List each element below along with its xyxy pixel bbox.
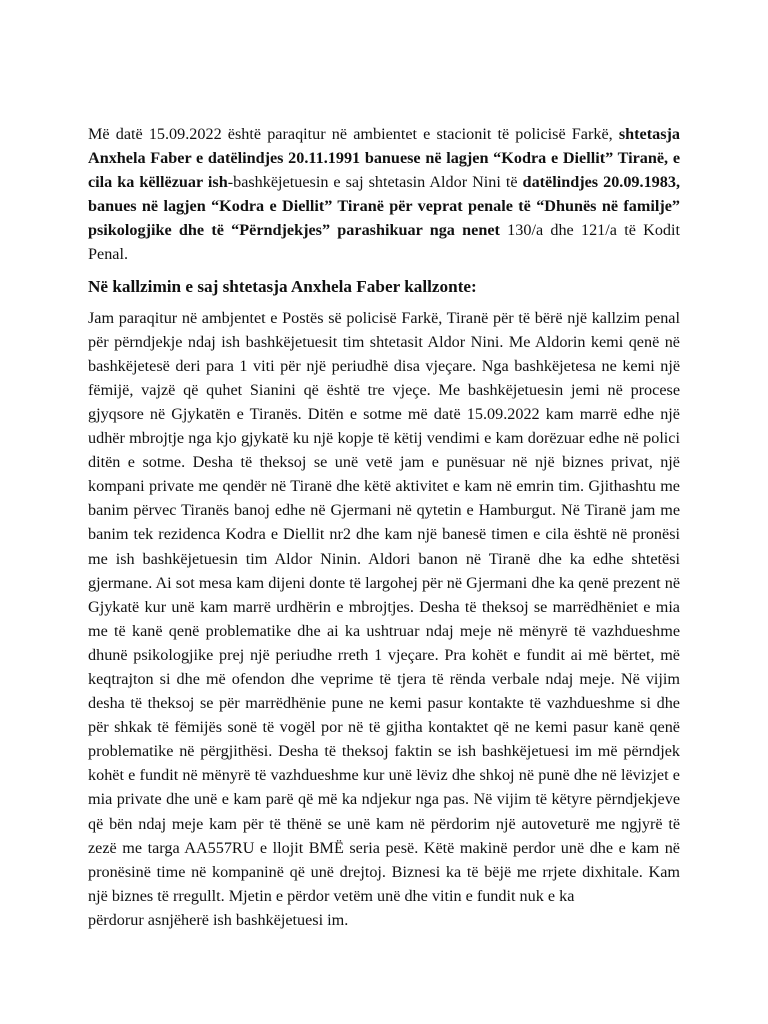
intro-text-1: Më datë 15.09.2022 është paraqitur në ambientet e stacionit të policisë Farkë,: [88, 125, 613, 143]
intro-bold-text-1: shtetasja Anxhela Faber e datëlindjes 20.11.1991 banuese në lagjen “Kodra e Diellit” Tiranë, e cila ka këllëzuar ish: [88, 125, 680, 192]
intro-text-3: 130/a dhe 121/a të Kodit Penal.: [88, 221, 680, 264]
intro-text-2: -bashkëjetuesin e saj shtetasin Aldor Nini të: [227, 173, 518, 192]
statement-continuation: përdorur asnjëherë ish bashkëjetuesi im.: [88, 910, 349, 929]
statement-text: Jam paraqitur në ambjentet e Postës së policisë Farkë, Tiranë për të bërë një kallzim penal për përndjekje ndaj ish bashkëjetuesit tim shtetasit Aldor Nini. Me Aldorin kemi qenë në bashkëjetesë deri para 1 viti për një periudhë disa vjeçare. Nga bashkëjetesa ne kemi një fëmijë, vajzë që quhet Sianini që është tre vjeçe. Me bashkëjetuesin jemi në procese gjyqsore në Gjykatën e Tiranës. Ditën e sotme më datë 15.09.2022 kam marrë edhe një udhër mbrojtje nga kjo gjykatë ku një kopje të këtij vendimi e kam dorëzuar edhe në polici ditën e sotme. Desha të theksoj se unë vetë jam e punësuar në një biznes privat, një kompani private me qendër në Tiranë dhe këtë aktivitet e kam në emrin tim. Gjithashtu me banim përvec Tiranës banoj edhe në Gjermani në qytetin e Hamburgut. Në Tiranë jam me banim tek rezidenca Kodra e Diellit nr2 dhe kam një banesë timen e cila është në pronësi me ish bashkëjetuesin tim Aldor Ninin. Aldori banon në Tiranë dhe ka edhe shtetësi gjermane. Ai sot mesa kam dijeni donte të largohej për në Gjermani dhe ka qenë prezent në Gjykatë kur unë kam marrë urdhërin e mbrojtjes. Desha të theksoj se marrëdhëniet e mia me të kanë qenë problematike dhe ai ka ushtruar ndaj meje në mënyrë të vazhdueshme dhunë psikologjike prej një periudhe rreth 1 vjeçare. Pra kohët e fundit ai më bërtet, më keqtrajton si dhe më ofendon dhe veprime të tjera të rënda verbale ndaj meje. Në vijim desha të theksoj se për marrëdhënie pune ne kemi pasur kontakte të vazhdueshme si dhe për shkak të fëmijës sonë të vogël por në të gjitha kontaktet që ne kemi pasur kanë qenë problematike në përgjithësi. Desha të theksoj faktin se ish bashkëjetuesi im më përndjek kohët e fundit në mënyrë të vazhdueshme kur unë lëviz dhe shkoj në punë dhe në lëvizjet e mia private dhe unë e kam parë që më ka ndjekur nga pas. Në vijim të këtyre përndjekjeve që bën ndaj meje kam për të thënë se unë kam në përdorim një autoveturë me ngjyrë të zezë me targa AA557RU e llojit BMË seria pesë. Këtë makinë perdor unë dhe e kam në pronësinë time në kompaninë që unë drejtoj. Biznesi ka të bëjë me rrjete dixhitale. Kam një biznes të rregullt. Mjetin e përdor vetëm unë dhe vitin e fundit nuk e ka: [88, 308, 680, 905]
document-body: [88, 122, 680, 938]
intro-paragraph: [88, 122, 680, 267]
statement-paragraph: [88, 306, 680, 908]
section-heading: Në kallzimin e saj shtetasja Anxhela Faber kallzonte:: [88, 276, 477, 296]
intro-bold-text-2: datëlindjes 20.09.1983, banues në lagjen “Kodra e Diellit” Tiranë për veprat penale të “Dhunës në familje” psikologjike dhe të “Përndjekjes” parashikuar nga nenet: [88, 173, 680, 240]
